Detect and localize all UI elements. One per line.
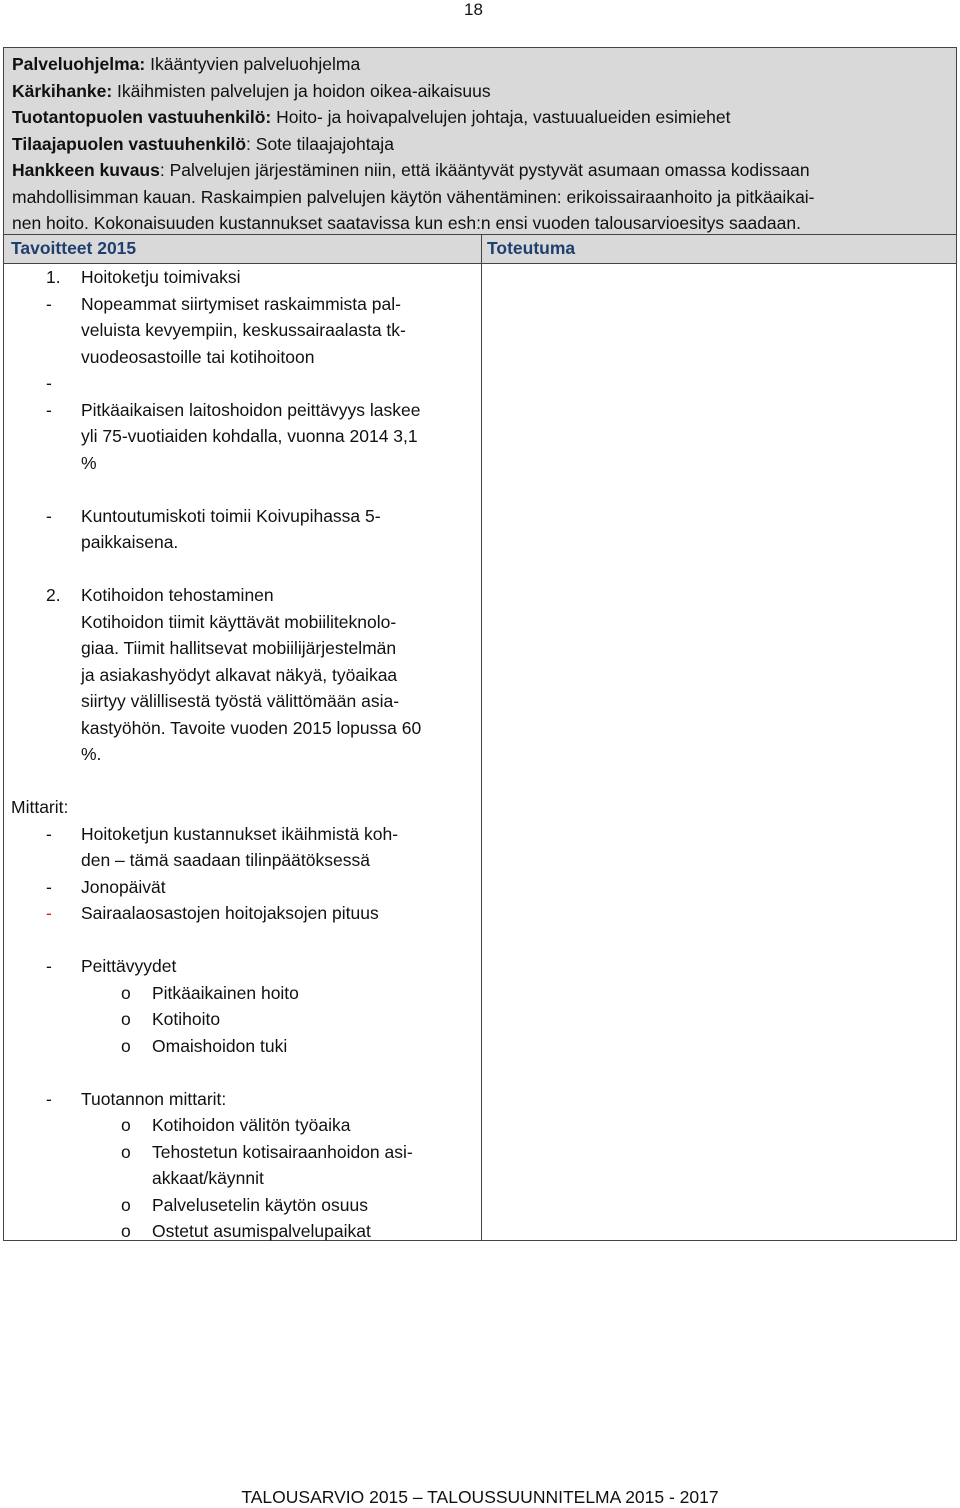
metric-4-sub-3: o Omaishoidon tuki — [11, 1033, 487, 1060]
dash-marker: - — [46, 505, 52, 526]
goal-1-item-2 — [11, 370, 487, 397]
goal-2-number: 2. — [46, 585, 61, 605]
dash-marker: - — [46, 876, 52, 897]
key-project-line — [12, 78, 948, 105]
metric-1-cont: den – tämä saadaan tilinpäätöksessä — [81, 850, 370, 870]
bullet-marker: o — [121, 1194, 131, 1215]
bullet-marker: o — [121, 1141, 131, 1162]
metrics-title: Mittarit: — [11, 797, 69, 817]
metric-5-sub-2: o Tehostetun kotisairaanhoidon asi- — [11, 1139, 487, 1166]
metric-5-sub-4: o Ostetut asumispalvelupaikat — [11, 1218, 487, 1245]
metric-5-sub-3: o Palvelusetelin käytön osuus — [11, 1192, 487, 1219]
goal-1-item-3-cont: % — [81, 452, 97, 473]
description-line-1 — [12, 157, 948, 184]
goal-2-text: Kotihoidon tiimit käyttävät mobiiliteknolo- — [81, 611, 397, 632]
purchaser-value: : Sote tilaajajohtaja — [246, 133, 394, 154]
goal-1-item-1: - Nopeammat siirtymiset raskaimmista pal- — [11, 291, 487, 318]
dash-marker: - — [46, 823, 52, 844]
key-project-label: Kärkihanke: — [12, 80, 113, 101]
goal-1-item-4: - Kuntoutumiskoti toimii Koivupihassa 5- — [11, 503, 487, 530]
goal-1-item-1-cont: veluista kevyempiin, keskussairaalasta tk- — [81, 320, 406, 340]
dash-marker: - — [46, 293, 52, 314]
purchaser-line — [12, 131, 948, 158]
description-text-1: : Palvelujen järjestäminen niin, että ikääntyvät pystyvät asumaan omassa kodissaan — [159, 160, 810, 180]
header-block — [4, 48, 956, 235]
program-value: Ikääntyvien palveluohjelma — [145, 54, 361, 74]
program-label: Palveluohjelma: — [12, 54, 146, 74]
description-line-2: mahdollisimman kauan. Raskaimpien palvelujen käytön vähentäminen: erikoissairaanhoito ja pitkäaikai- — [12, 186, 815, 207]
goal-1-item-3-cont: yli 75-vuotiaiden kohdalla, vuonna 2014 3,1 — [81, 426, 418, 446]
dash-marker: - — [46, 1088, 52, 1109]
page-number: 18 — [464, 0, 483, 19]
dash-marker: - — [46, 956, 52, 976]
goal-1-item-1-cont: vuodeosastoille tai kotihoitoon — [81, 346, 315, 367]
metric-5-sub-1: o Kotihoidon välitön työaika — [11, 1112, 487, 1139]
metric-4-sub-1: o Pitkäaikainen hoito — [11, 980, 487, 1007]
dash-marker: - — [46, 373, 52, 393]
goal-2-text: giaa. Tiimit hallitsevat mobiilijärjestelmän — [81, 638, 397, 658]
metric-5-sub-2-cont: akkaat/käynnit — [152, 1168, 264, 1188]
goal-1-item-3: - Pitkäaikaisen laitoshoidon peittävyys laskee — [11, 397, 487, 424]
goal-2-text: %. — [81, 744, 102, 764]
goal-2-text: kastyöhön. Tavoite vuoden 2015 lopussa 60 — [81, 717, 422, 738]
outcome-column-heading: Toteutuma — [487, 238, 576, 258]
metric-4: - Peittävyydet — [11, 953, 487, 980]
goal-1-title: 1. Hoitoketju toimivaksi — [11, 264, 487, 291]
goals-column-heading: Tavoitteet 2015 — [11, 238, 137, 258]
column-header-row — [4, 235, 956, 264]
description-line-3: nen hoito. Kokonaisuuden kustannukset saatavissa kun esh:n ensi vuoden talousarvioesitys saadaan. — [12, 213, 801, 233]
bullet-marker: o — [121, 1115, 131, 1135]
key-project-value: Ikäihmisten palvelujen ja hoidon oikea-aikaisuus — [112, 80, 491, 101]
metric-5: - Tuotannon mittarit: — [11, 1086, 487, 1113]
purchaser-label: Tilaajapuolen vastuuhenkilö — [12, 133, 247, 154]
goal-2-title: 2. Kotihoidon tehostaminen — [11, 582, 487, 609]
bullet-marker: o — [121, 982, 131, 1003]
producer-value: Hoito- ja hoivapalvelujen johtaja, vastuualueiden esimiehet — [271, 107, 731, 127]
producer-line — [12, 104, 948, 131]
metric-4-sub-2: o Kotihoito — [11, 1006, 487, 1033]
dash-marker: - — [46, 399, 52, 420]
bullet-marker: o — [121, 1221, 131, 1241]
metric-2: - Jonopäivät — [11, 874, 487, 901]
bullet-marker: o — [121, 1009, 131, 1029]
page-footer: TALOUSARVIO 2015 – TALOUSSUUNNITELMA 2015 - 2017 — [241, 1487, 719, 1507]
metric-3: - Sairaalaosastojen hoitojaksojen pituus — [11, 900, 487, 927]
goal-2-text: ja asiakashyödyt alkavat näkyä, työaikaa — [81, 664, 398, 685]
producer-label: Tuotantopuolen vastuuhenkilö: — [12, 107, 272, 127]
bullet-marker: o — [121, 1035, 131, 1056]
goal-1-item-4-cont: paikkaisena. — [81, 532, 179, 552]
goal-1-number: 1. — [46, 267, 61, 287]
goals-column — [4, 264, 487, 1245]
description-label: Hankkeen kuvaus — [12, 160, 160, 180]
dash-marker: - — [46, 903, 52, 923]
metric-1: - Hoitoketjun kustannukset ikäihmistä koh- — [11, 821, 487, 848]
goal-2-text: siirtyy välillisestä työstä välittömään asia- — [81, 691, 400, 711]
program-line — [12, 51, 948, 78]
program-table — [3, 47, 957, 1241]
